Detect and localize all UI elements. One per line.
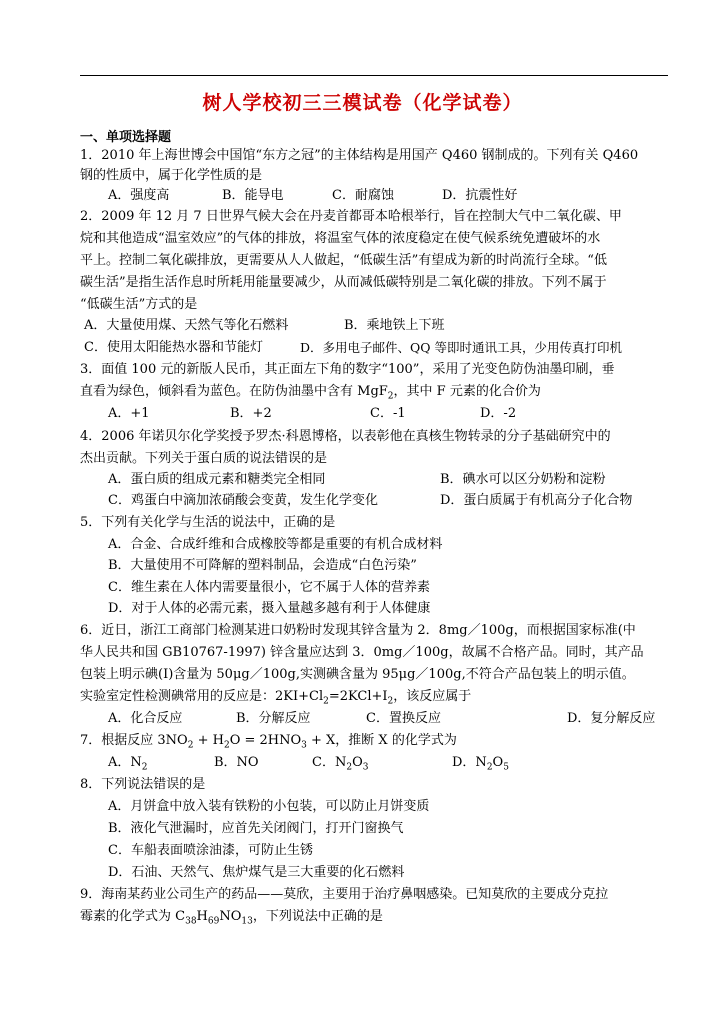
header-rule bbox=[80, 75, 668, 76]
question-3-line-2: 直看为绿色，倾斜看为蓝色。在防伪油墨中含有 MgF$_2$，其中 F 元素的化合价为 bbox=[80, 384, 541, 402]
question-4-line-1: 4．2006 年诺贝尔化学奖授予罗杰·科恩博格，以表彰他在真核生物转录的分子基础研究中的 bbox=[80, 429, 611, 444]
question-8-line-1: 8．下列说法错误的是 bbox=[80, 777, 206, 792]
question-6-line-4: 实验室定性检测碘常用的反应是：$2KI+Cl_2=2KCl+I_2$，该反应属于 bbox=[80, 689, 472, 707]
question-7-option-c: C．$N_2O_3$ bbox=[312, 755, 369, 773]
question-2-option-d: D．多用电子邮件、QQ 等即时通讯工具，少用传真打印机 bbox=[300, 340, 622, 355]
question-7-option-b: B．NO bbox=[214, 755, 259, 770]
question-9-line-2: 霉素的化学式为 $C_{38}H_{69}NO_{13}$，下列说法中正确的是 bbox=[80, 909, 383, 927]
question-2-option-b: B．乘地铁上下班 bbox=[344, 318, 445, 333]
question-6-option-a: A．化合反应 bbox=[108, 711, 183, 726]
question-1-option-a: A．强度高 bbox=[108, 188, 170, 203]
question-5-line-1: 5．下列有关化学与生活的说法中，正确的是 bbox=[80, 515, 336, 530]
question-1-line-1: 1．2010 年上海世博会中国馆“东方之冠”的主体结构是用国产 Q460 钢制成的。下列有关 Q460 bbox=[80, 148, 639, 163]
question-8-option-c: C．车船表面喷涂油漆，可防止生锈 bbox=[108, 843, 313, 858]
question-2-line-1: 2．2009 年 12 月 7 日世界气候大会在丹麦首都哥本哈根举行，旨在控制大气中二氧化碳、甲 bbox=[80, 209, 622, 224]
question-4-option-d: D．蛋白质属于有机高分子化合物 bbox=[440, 493, 633, 508]
question-2-option-c: C．使用太阳能热水器和节能灯 bbox=[84, 340, 263, 355]
question-6-line-1: 6．近日，浙江工商部门检测某进口奶粉时发现其锌含量为 2．8mg／100g，而根据国家标准(中 bbox=[80, 623, 636, 638]
question-8-option-d: D．石油、天然气、焦炉煤气是三大重要的化石燃料 bbox=[108, 865, 405, 880]
question-5-option-d: D．对于人体的必需元素，摄入量越多越有利于人体健康 bbox=[108, 601, 431, 616]
question-6-option-c: C．置换反应 bbox=[366, 711, 441, 726]
page-title: 树人学校初三三模试卷（化学试卷） bbox=[202, 92, 523, 114]
question-1-option-c: C．耐腐蚀 bbox=[332, 188, 394, 203]
question-4-line-2: 杰出贡献。下列关于蛋白质的说法错误的是 bbox=[80, 451, 328, 466]
question-5-option-a: A．合金、合成纤维和合成橡胶等都是重要的有机合成材料 bbox=[108, 537, 443, 552]
question-2-line-3: 平上。控制二氧化碳排放，更需要从人人做起，“低碳生活”有望成为新的时尚流行全球。“低 bbox=[80, 253, 607, 268]
question-2-line-5: “低碳生活”方式的是 bbox=[80, 297, 198, 312]
question-3-option-d: D．-2 bbox=[480, 406, 517, 421]
section-heading: 一、单项选择题 bbox=[80, 130, 172, 145]
question-7-option-d: D．$N_2O_5$ bbox=[452, 755, 509, 773]
question-6-line-3: 包装上明示碘(I)含量为 50μg／100g,实测碘含量为 95μg／100g,不符合产品包装上的明示值。 bbox=[80, 667, 635, 682]
question-1-option-d: D．抗震性好 bbox=[442, 188, 518, 203]
question-3-option-b: B．+2 bbox=[230, 406, 272, 421]
question-4-option-b: B．碘水可以区分奶粉和淀粉 bbox=[440, 472, 606, 487]
question-6-line-2: 华人民共和国 GB10767-1997) 锌含量应达到 3．0mg／100g，故属不合格产品。同时，其产品 bbox=[80, 645, 644, 660]
question-4-option-c: C．鸡蛋白中滴加浓硝酸会变黄，发生化学变化 bbox=[108, 493, 378, 508]
question-1-option-b: B．能导电 bbox=[222, 188, 284, 203]
question-7-line-1: 7．根据反应 $3NO_2 + H_2O = 2HNO_3 + X$，推断 X 的化学式为 bbox=[80, 733, 457, 751]
question-3-line-1: 3．面值 100 元的新版人民币，其正面左下角的数字“100”，采用了光变色防伪油墨印刷，垂 bbox=[80, 362, 615, 377]
question-7-option-a: A．$N_2$ bbox=[108, 755, 148, 773]
question-6-option-d: D．复分解反应 bbox=[567, 711, 656, 726]
question-5-option-c: C．维生素在人体内需要量很小，它不属于人体的营养素 bbox=[108, 580, 430, 595]
question-9-line-1: 9．海南某药业公司生产的药品——莫欣，主要用于治疗鼻咽感染。已知莫欣的主要成分克拉 bbox=[80, 887, 609, 902]
question-2-line-4: 碳生活”是指生活作息时所耗用能量要减少，从而减低碳特别是二氧化碳的排放。下列不属于 bbox=[80, 275, 607, 290]
question-3-option-c: C．-1 bbox=[370, 406, 406, 421]
question-8-option-b: B．液化气泄漏时，应首先关闭阀门，打开门窗换气 bbox=[108, 821, 404, 836]
question-4-option-a: A．蛋白质的组成元素和糖类完全相同 bbox=[108, 472, 326, 487]
question-2-option-a: A．大量使用煤、天然气等化石燃料 bbox=[84, 318, 289, 333]
question-6-option-b: B．分解反应 bbox=[236, 711, 311, 726]
question-1-line-2: 钢的性质中，属于化学性质的是 bbox=[80, 168, 263, 183]
question-5-option-b: B．大量使用不可降解的塑料制品，会造成“白色污染” bbox=[108, 558, 417, 573]
question-8-option-a: A．月饼盒中放入装有铁粉的小包装，可以防止月饼变质 bbox=[108, 799, 430, 814]
question-2-line-2: 烷和其他造成“温室效应”的气体的排放，将温室气体的浓度稳定在使气候系统免遭破坏的水 bbox=[80, 231, 601, 246]
question-3-option-a: A．+1 bbox=[108, 406, 150, 421]
